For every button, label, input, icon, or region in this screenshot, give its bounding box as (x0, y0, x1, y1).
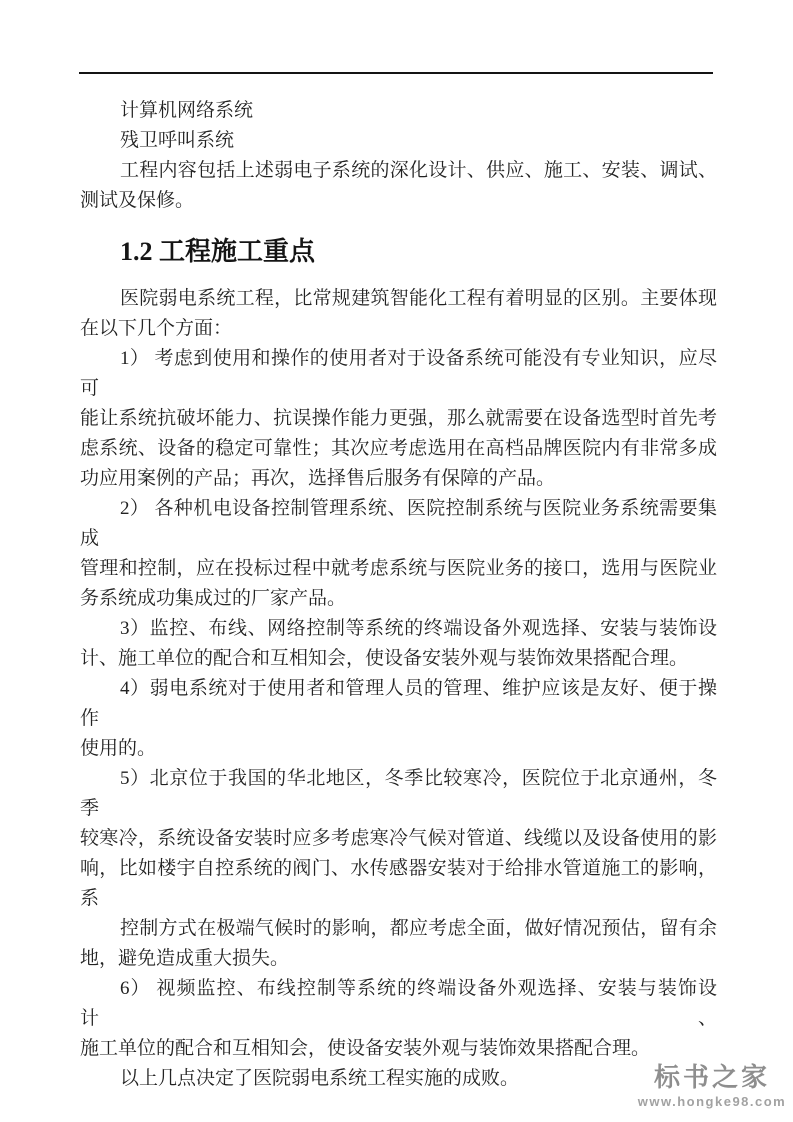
header-rule (79, 72, 713, 74)
paragraph (80, 494, 717, 614)
paragraph (80, 156, 717, 216)
paragraph (80, 1064, 717, 1094)
paragraph (80, 764, 717, 914)
watermark (633, 1062, 791, 1109)
paragraph (80, 344, 717, 494)
text-line: 务系统成功集成过的厂家产品。 (80, 588, 347, 609)
watermark-url: www.hongke98.com (637, 1094, 787, 1109)
paragraph (80, 126, 717, 156)
text-line: 医院弱电系统工程，比常规建筑智能化工程有着明显的区别。主要体现 (120, 288, 717, 309)
text-line: 功应用案例的产品；再次，选择售后服务有保障的产品。 (80, 468, 556, 489)
text-line: 1） 考虑到使用和操作的使用者对于设备系统可能没有专业知识，应尽可 (80, 348, 717, 399)
text-line: 系 (80, 888, 100, 909)
text-line: 地，避免造成重大损失。 (80, 948, 290, 969)
text-line: 1.2 工程施工重点 (120, 237, 316, 266)
text-line: 残卫呼叫系统 (120, 130, 235, 151)
paragraph (80, 284, 717, 344)
text-line: 响，比如楼宇自控系统的阀门、水传感器安装对于给排水管道施工的影响， (80, 858, 717, 879)
text-line: 控制方式在极端气候时的影响，都应考虑全面，做好情况预估，留有余 (120, 918, 717, 939)
paragraph (80, 914, 717, 974)
text-line: 在以下几个方面： (80, 318, 233, 339)
text-line: 管理和控制，应在投标过程中就考虑系统与医院业务的接口，选用与医院业 (80, 558, 717, 579)
text-line: 4）弱电系统对于使用者和管理人员的管理、维护应该是友好、便于操作 (80, 678, 717, 729)
text-line: 工程内容包括上述弱电子系统的深化设计、供应、施工、安装、调试、 (120, 160, 717, 181)
paragraph (80, 674, 717, 764)
text-line: 施工单位的配合和互相知会，使设备安装外观与装饰效果搭配合理。 (80, 1038, 651, 1059)
text-line: 虑系统、设备的稳定可靠性；其次应考虑选用在高档品牌医院内有非常多成 (80, 438, 717, 459)
watermark-brand: 标书之家 (653, 1062, 770, 1092)
text-line: 计算机网络系统 (120, 100, 254, 121)
text-line: 6） 视频监控、布线控制等系统的终端设备外观选择、安装与装饰设计、 (80, 978, 717, 1029)
text-line: 以上几点决定了医院弱电系统工程实施的成败。 (120, 1068, 520, 1089)
text-line: 使用的。 (80, 738, 157, 759)
paragraph (80, 614, 717, 674)
text-line: 能让系统抗破坏能力、抗误操作能力更强，那么就需要在设备选型时首先考 (80, 408, 717, 429)
paragraph (80, 974, 717, 1064)
text-line: 测试及保修。 (80, 190, 195, 211)
text-line: 5）北京位于我国的华北地区，冬季比较寒冷，医院位于北京通州，冬季 (80, 768, 717, 819)
text-line: 较寒冷，系统设备安装时应多考虑寒冷气候对管道、线缆以及设备使用的影 (80, 828, 717, 849)
paragraph (80, 96, 717, 126)
document-content (80, 96, 717, 1094)
section-heading (80, 230, 717, 274)
text-line: 计、施工单位的配合和互相知会，使设备安装外观与装饰效果搭配合理。 (80, 648, 689, 669)
text-line: 3）监控、布线、网络控制等系统的终端设备外观选择、安装与装饰设 (120, 618, 717, 639)
text-line: 2） 各种机电设备控制管理系统、医院控制系统与医院业务系统需要集成 (80, 498, 717, 549)
